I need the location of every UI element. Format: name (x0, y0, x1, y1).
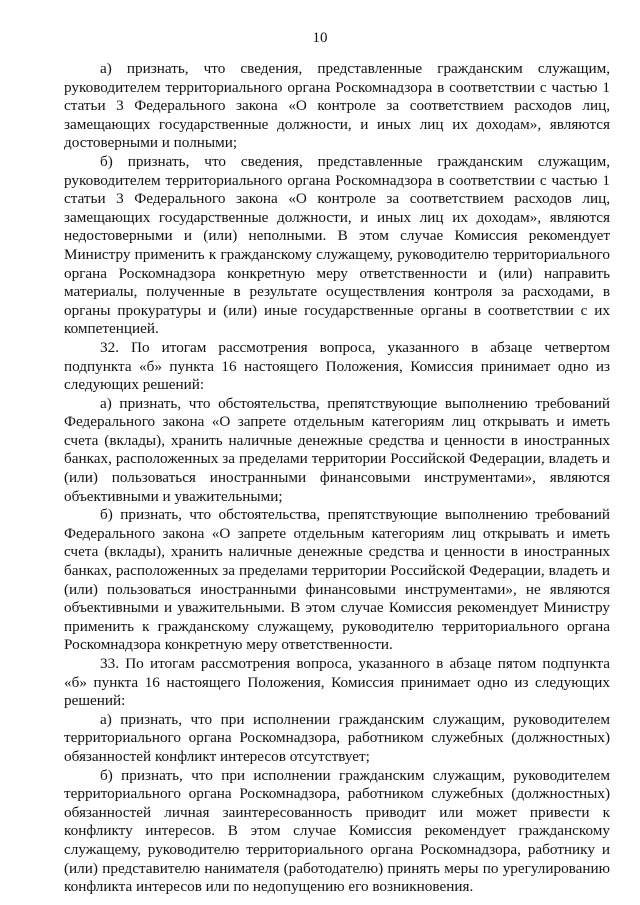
paragraph-33b: б) признать, что при исполнении гражданским служащим, руководителем территориального органа Роскомнадзора, работником служебных (должностных) обязанностей личная заинтересованность приводит или может привести к конфликту интересов. В этом случае Комиссия рекомендует гражданскому служащему, руководителю территориального органа Роскомнадзора, работнику и (или) представителю нанимателя (работодателю) принять меры по урегулированию конфликта интересов или по недопущению его возникновения. (64, 766, 610, 896)
paragraph-32b: б) признать, что обстоятельства, препятствующие выполнению требований Федерального закона «О запрете отдельным категориям лиц открывать и иметь счета (вклады), хранить наличные денежные средства и ценности в иностранных банках, расположенных за пределами территории Российской Федерации, владеть и (или) пользоваться иностранными финансовыми инструментами», не являются объективными и уважительными. В этом случае Комиссия рекомендует Министру применить к гражданскому служащему, руководителю территориального органа Роскомнадзора конкретную меру ответственности. (64, 506, 610, 654)
paragraph-33a: а) признать, что при исполнении гражданским служащим, руководителем территориального органа Роскомнадзора, работником служебных (должностных) обязанностей конфликт интересов отсутствует; (64, 710, 610, 765)
paragraph-32: 32. По итогам рассмотрения вопроса, указанного в абзаце четвертом подпункта «б» пункта 16 настоящего Положения, Комиссия принимает одно из следующих решений: (64, 338, 610, 394)
paragraph-31b: б) признать, что сведения, представленные гражданским служащим, руководителем территориального органа Роскомнадзора в соответствии с частью 1 статьи 3 Федерального закона «О контроле за соответствием расходов лиц, замещающих государственные должности, и иных лиц их доходам», являются недостоверными и (или) неполными. В этом случае Комиссия рекомендует Министру применить к гражданскому служащему, руководителю территориального органа Роскомнадзора конкретную меру ответственности и (или) направить материалы, полученные в результате осуществления контроля за расходами, в органы прокуратуры и (или) иные государственные органы в соответствии с их компетенцией. (64, 152, 610, 338)
paragraph-32a: а) признать, что обстоятельства, препятствующие выполнению требований Федерального закона «О запрете отдельным категориям лиц открывать и иметь счета (вклады), хранить наличные денежные средства и ценности в иностранных банках, расположенных за пределами территории Российской Федерации, владеть и (или) пользоваться иностранными финансовыми инструментами», являются объективными и уважительными; (64, 394, 610, 505)
paragraph-31a: а) признать, что сведения, представленные гражданским служащим, руководителем территориального органа Роскомнадзора в соответствии с частью 1 статьи 3 Федерального закона «О контроле за соответствием расходов лиц, замещающих государственные должности, и иных лиц их доходам», являются достоверными и полными; (64, 60, 610, 152)
document-body (64, 60, 610, 897)
paragraph-33: 33. По итогам рассмотрения вопроса, указанного в абзаце пятом подпункта «б» пункта 16 настоящего Положения, Комиссия принимает одно из следующих решений: (64, 655, 610, 710)
page-number: 10 (312, 30, 328, 46)
